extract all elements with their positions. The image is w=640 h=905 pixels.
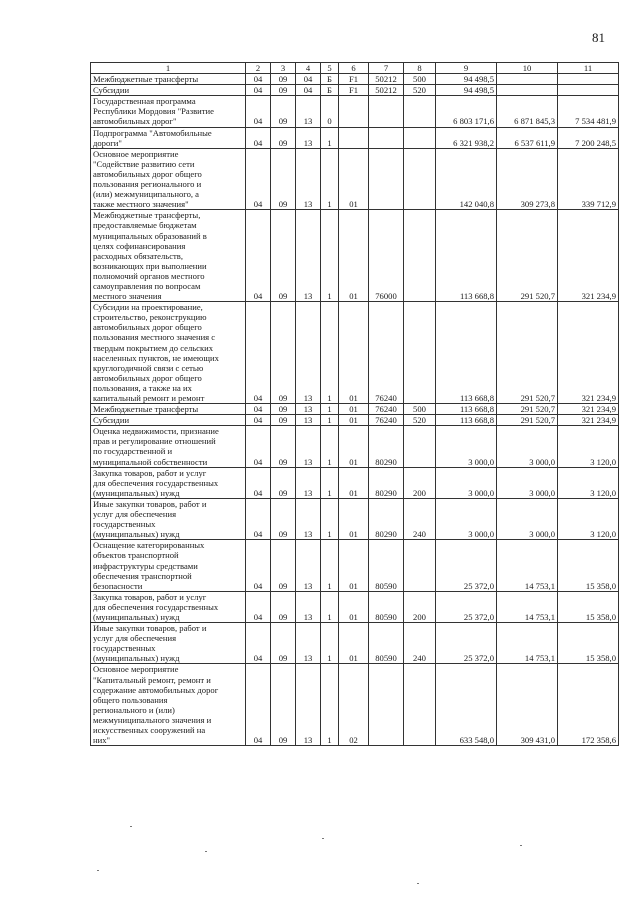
scan-artifact bbox=[205, 851, 207, 852]
amount-cell-col10: 14 753,1 bbox=[497, 540, 558, 591]
row-name-cell: Межбюджетные трансферты bbox=[91, 74, 246, 85]
row-name-cell: Закупка товаров, работ и услуг для обеспечения государственных (муниципальных) нужд bbox=[91, 591, 246, 622]
code-cell-col7: 80290 bbox=[369, 467, 404, 498]
header-cell-col5: 5 bbox=[321, 63, 339, 74]
code-cell-col6: 01 bbox=[339, 302, 369, 404]
row-name-cell: Иные закупки товаров, работ и услуг для обеспечения государственных (муниципальных) нужд bbox=[91, 623, 246, 664]
amount-cell-col11: 7 534 481,9 bbox=[558, 96, 619, 127]
header-cell-col11: 11 bbox=[558, 63, 619, 74]
amount-cell-col9: 3 000,0 bbox=[436, 498, 497, 539]
amount-cell-col10: 3 000,0 bbox=[497, 498, 558, 539]
code-cell-col4: 13 bbox=[296, 96, 321, 127]
amount-cell-col9: 3 000,0 bbox=[436, 426, 497, 467]
table-row bbox=[91, 467, 619, 498]
row-name-cell: Иные закупки товаров, работ и услуг для обеспечения государственных (муниципальных) нужд bbox=[91, 498, 246, 539]
amount-cell-col9: 142 040,8 bbox=[436, 148, 497, 210]
amount-cell-col9: 6 803 171,6 bbox=[436, 96, 497, 127]
code-cell-col3: 09 bbox=[271, 591, 296, 622]
amount-cell-col10: 6 871 845,3 bbox=[497, 96, 558, 127]
code-cell-col2: 04 bbox=[246, 540, 271, 591]
amount-cell-col11: 3 120,0 bbox=[558, 467, 619, 498]
code-cell-col6: 01 bbox=[339, 591, 369, 622]
page-number: 81 bbox=[592, 30, 605, 45]
code-cell-col4: 13 bbox=[296, 540, 321, 591]
header-cell-col9: 9 bbox=[436, 63, 497, 74]
code-cell-col6: 01 bbox=[339, 623, 369, 664]
code-cell-col4: 13 bbox=[296, 426, 321, 467]
amount-cell-col11: 7 200 248,5 bbox=[558, 127, 619, 148]
code-cell-col5: 1 bbox=[321, 467, 339, 498]
code-cell-col8 bbox=[404, 148, 436, 210]
code-cell-col8: 240 bbox=[404, 498, 436, 539]
table-header bbox=[91, 63, 619, 74]
amount-cell-col11 bbox=[558, 74, 619, 85]
table-row bbox=[91, 85, 619, 96]
code-cell-col8: 200 bbox=[404, 591, 436, 622]
code-cell-col7: 80290 bbox=[369, 498, 404, 539]
code-cell-col4: 13 bbox=[296, 664, 321, 746]
code-cell-col7: 50212 bbox=[369, 85, 404, 96]
table-row bbox=[91, 540, 619, 591]
code-cell-col8 bbox=[404, 96, 436, 127]
code-cell-col6: 01 bbox=[339, 210, 369, 302]
amount-cell-col9: 113 668,8 bbox=[436, 404, 497, 415]
code-cell-col4: 13 bbox=[296, 498, 321, 539]
table-row bbox=[91, 210, 619, 302]
code-cell-col7: 76240 bbox=[369, 302, 404, 404]
code-cell-col5: 1 bbox=[321, 210, 339, 302]
row-name-cell: Государственная программа Республики Мордовия "Развитие автомобильных дорог" bbox=[91, 96, 246, 127]
code-cell-col8 bbox=[404, 302, 436, 404]
code-cell-col5: 1 bbox=[321, 148, 339, 210]
code-cell-col3: 09 bbox=[271, 623, 296, 664]
code-cell-col5: 1 bbox=[321, 591, 339, 622]
header-cell-col3: 3 bbox=[271, 63, 296, 74]
amount-cell-col9: 113 668,8 bbox=[436, 415, 497, 426]
table-row bbox=[91, 591, 619, 622]
code-cell-col3: 09 bbox=[271, 96, 296, 127]
code-cell-col3: 09 bbox=[271, 540, 296, 591]
code-cell-col6: 01 bbox=[339, 426, 369, 467]
code-cell-col3: 09 bbox=[271, 664, 296, 746]
amount-cell-col11: 15 358,0 bbox=[558, 540, 619, 591]
table-row bbox=[91, 148, 619, 210]
row-name-cell: Оснащение категорированных объектов транспортной инфраструктуры средствами обеспечения транспортной безопасности bbox=[91, 540, 246, 591]
code-cell-col5: 1 bbox=[321, 415, 339, 426]
code-cell-col6: 01 bbox=[339, 540, 369, 591]
row-name-cell: Субсидии на проектирование, строительство, реконструкцию автомобильных дорог общего пользования местного значения с твердым покрытием до сельских населенных пунктов, не имеющих круглогодичной связи с сетью автомобильных дорог общего пользования, а также на их капитальный ремонт и ремонт bbox=[91, 302, 246, 404]
code-cell-col6: 01 bbox=[339, 498, 369, 539]
row-name-cell: Субсидии bbox=[91, 85, 246, 96]
header-cell-col10: 10 bbox=[497, 63, 558, 74]
code-cell-col7: 76240 bbox=[369, 404, 404, 415]
row-name-cell: Межбюджетные трансферты, предоставляемые бюджетам муниципальных образований в целях софинансирования расходных обязательств, возникающих при выполнении полномочий органов местного самоуправления по вопросам местного значения bbox=[91, 210, 246, 302]
table-row bbox=[91, 664, 619, 746]
code-cell-col4: 13 bbox=[296, 404, 321, 415]
code-cell-col8: 520 bbox=[404, 85, 436, 96]
code-cell-col8: 500 bbox=[404, 404, 436, 415]
code-cell-col2: 04 bbox=[246, 210, 271, 302]
header-cell-col2: 2 bbox=[246, 63, 271, 74]
code-cell-col6 bbox=[339, 96, 369, 127]
code-cell-col8 bbox=[404, 540, 436, 591]
row-name-cell: Основное мероприятие "Содействие развитию сети автомобильных дорог общего пользования регионального и (или) межмуниципального, а также местного значения" bbox=[91, 148, 246, 210]
amount-cell-col10: 291 520,7 bbox=[497, 302, 558, 404]
code-cell-col7 bbox=[369, 664, 404, 746]
code-cell-col3: 09 bbox=[271, 127, 296, 148]
table-row bbox=[91, 404, 619, 415]
code-cell-col2: 04 bbox=[246, 498, 271, 539]
code-cell-col2: 04 bbox=[246, 85, 271, 96]
amount-cell-col11: 321 234,9 bbox=[558, 404, 619, 415]
code-cell-col7 bbox=[369, 148, 404, 210]
code-cell-col6: 01 bbox=[339, 148, 369, 210]
code-cell-col2: 04 bbox=[246, 415, 271, 426]
code-cell-col7 bbox=[369, 127, 404, 148]
code-cell-col5: Б bbox=[321, 74, 339, 85]
row-name-cell: Оценка недвижимости, признание прав и регулирование отношений по государственной и муниципальной собственности bbox=[91, 426, 246, 467]
scan-artifact bbox=[130, 826, 132, 827]
code-cell-col2: 04 bbox=[246, 302, 271, 404]
amount-cell-col9: 113 668,8 bbox=[436, 302, 497, 404]
amount-cell-col10: 3 000,0 bbox=[497, 467, 558, 498]
amount-cell-col10: 291 520,7 bbox=[497, 415, 558, 426]
code-cell-col2: 04 bbox=[246, 404, 271, 415]
code-cell-col8: 500 bbox=[404, 74, 436, 85]
amount-cell-col11: 339 712,9 bbox=[558, 148, 619, 210]
code-cell-col8: 520 bbox=[404, 415, 436, 426]
amount-cell-col11: 321 234,9 bbox=[558, 210, 619, 302]
code-cell-col6: F1 bbox=[339, 74, 369, 85]
code-cell-col4: 13 bbox=[296, 467, 321, 498]
code-cell-col2: 04 bbox=[246, 591, 271, 622]
code-cell-col7: 80590 bbox=[369, 623, 404, 664]
amount-cell-col10: 14 753,1 bbox=[497, 623, 558, 664]
table-row bbox=[91, 498, 619, 539]
code-cell-col7: 76000 bbox=[369, 210, 404, 302]
code-cell-col8 bbox=[404, 664, 436, 746]
code-cell-col3: 09 bbox=[271, 426, 296, 467]
code-cell-col6 bbox=[339, 127, 369, 148]
code-cell-col3: 09 bbox=[271, 415, 296, 426]
code-cell-col8: 240 bbox=[404, 623, 436, 664]
amount-cell-col11: 15 358,0 bbox=[558, 623, 619, 664]
code-cell-col2: 04 bbox=[246, 426, 271, 467]
code-cell-col4: 04 bbox=[296, 85, 321, 96]
amount-cell-col10: 3 000,0 bbox=[497, 426, 558, 467]
code-cell-col4: 13 bbox=[296, 591, 321, 622]
row-name-cell: Подпрограмма "Автомобильные дороги" bbox=[91, 127, 246, 148]
table-row bbox=[91, 302, 619, 404]
scan-artifact bbox=[322, 838, 324, 839]
amount-cell-col10 bbox=[497, 74, 558, 85]
code-cell-col6: 01 bbox=[339, 467, 369, 498]
amount-cell-col9: 94 498,5 bbox=[436, 74, 497, 85]
code-cell-col4: 13 bbox=[296, 210, 321, 302]
amount-cell-col11: 3 120,0 bbox=[558, 498, 619, 539]
amount-cell-col11: 172 358,6 bbox=[558, 664, 619, 746]
code-cell-col3: 09 bbox=[271, 302, 296, 404]
code-cell-col5: 1 bbox=[321, 664, 339, 746]
code-cell-col2: 04 bbox=[246, 96, 271, 127]
header-cell-col8: 8 bbox=[404, 63, 436, 74]
code-cell-col3: 09 bbox=[271, 148, 296, 210]
table-row bbox=[91, 127, 619, 148]
row-name-cell: Межбюджетные трансферты bbox=[91, 404, 246, 415]
code-cell-col5: 1 bbox=[321, 404, 339, 415]
code-cell-col5: 1 bbox=[321, 426, 339, 467]
amount-cell-col11: 321 234,9 bbox=[558, 302, 619, 404]
row-name-cell: Субсидии bbox=[91, 415, 246, 426]
code-cell-col4: 13 bbox=[296, 127, 321, 148]
code-cell-col2: 04 bbox=[246, 127, 271, 148]
header-row bbox=[91, 63, 619, 74]
code-cell-col3: 09 bbox=[271, 85, 296, 96]
table-row bbox=[91, 74, 619, 85]
code-cell-col3: 09 bbox=[271, 210, 296, 302]
table-row bbox=[91, 415, 619, 426]
code-cell-col5: 1 bbox=[321, 540, 339, 591]
amount-cell-col10 bbox=[497, 85, 558, 96]
amount-cell-col11 bbox=[558, 85, 619, 96]
amount-cell-col9: 6 321 938,2 bbox=[436, 127, 497, 148]
code-cell-col3: 09 bbox=[271, 74, 296, 85]
table-row bbox=[91, 426, 619, 467]
amount-cell-col10: 309 273,8 bbox=[497, 148, 558, 210]
row-name-cell: Закупка товаров, работ и услуг для обеспечения государственных (муниципальных) нужд bbox=[91, 467, 246, 498]
code-cell-col7: 76240 bbox=[369, 415, 404, 426]
code-cell-col4: 13 bbox=[296, 148, 321, 210]
code-cell-col4: 04 bbox=[296, 74, 321, 85]
code-cell-col6: 01 bbox=[339, 415, 369, 426]
amount-cell-col9: 25 372,0 bbox=[436, 623, 497, 664]
code-cell-col4: 13 bbox=[296, 302, 321, 404]
code-cell-col7: 80590 bbox=[369, 591, 404, 622]
amount-cell-col9: 3 000,0 bbox=[436, 467, 497, 498]
budget-table-container bbox=[90, 62, 618, 746]
amount-cell-col10: 309 431,0 bbox=[497, 664, 558, 746]
code-cell-col5: 1 bbox=[321, 302, 339, 404]
code-cell-col2: 04 bbox=[246, 74, 271, 85]
code-cell-col6: F1 bbox=[339, 85, 369, 96]
amount-cell-col11: 321 234,9 bbox=[558, 415, 619, 426]
amount-cell-col9: 633 548,0 bbox=[436, 664, 497, 746]
code-cell-col2: 04 bbox=[246, 467, 271, 498]
amount-cell-col10: 6 537 611,9 bbox=[497, 127, 558, 148]
code-cell-col5: 1 bbox=[321, 498, 339, 539]
code-cell-col8 bbox=[404, 210, 436, 302]
code-cell-col5: 0 bbox=[321, 96, 339, 127]
code-cell-col8 bbox=[404, 426, 436, 467]
scan-artifact bbox=[520, 845, 522, 846]
table-body bbox=[91, 74, 619, 746]
table-row bbox=[91, 623, 619, 664]
code-cell-col8: 200 bbox=[404, 467, 436, 498]
code-cell-col7: 80290 bbox=[369, 426, 404, 467]
code-cell-col5: 1 bbox=[321, 127, 339, 148]
code-cell-col2: 04 bbox=[246, 664, 271, 746]
header-cell-col7: 7 bbox=[369, 63, 404, 74]
code-cell-col8 bbox=[404, 127, 436, 148]
code-cell-col7: 80590 bbox=[369, 540, 404, 591]
code-cell-col5: Б bbox=[321, 85, 339, 96]
code-cell-col6: 02 bbox=[339, 664, 369, 746]
amount-cell-col9: 25 372,0 bbox=[436, 540, 497, 591]
amount-cell-col9: 94 498,5 bbox=[436, 85, 497, 96]
code-cell-col4: 13 bbox=[296, 415, 321, 426]
code-cell-col4: 13 bbox=[296, 623, 321, 664]
code-cell-col7: 50212 bbox=[369, 74, 404, 85]
amount-cell-col11: 15 358,0 bbox=[558, 591, 619, 622]
table-row bbox=[91, 96, 619, 127]
amount-cell-col10: 291 520,7 bbox=[497, 210, 558, 302]
header-cell-col6: 6 bbox=[339, 63, 369, 74]
amount-cell-col9: 113 668,8 bbox=[436, 210, 497, 302]
code-cell-col3: 09 bbox=[271, 467, 296, 498]
budget-table bbox=[90, 62, 619, 746]
scan-artifact bbox=[417, 883, 419, 884]
code-cell-col7 bbox=[369, 96, 404, 127]
code-cell-col2: 04 bbox=[246, 623, 271, 664]
code-cell-col3: 09 bbox=[271, 404, 296, 415]
amount-cell-col11: 3 120,0 bbox=[558, 426, 619, 467]
header-cell-col1: 1 bbox=[91, 63, 246, 74]
amount-cell-col10: 291 520,7 bbox=[497, 404, 558, 415]
code-cell-col2: 04 bbox=[246, 148, 271, 210]
amount-cell-col9: 25 372,0 bbox=[436, 591, 497, 622]
code-cell-col6: 01 bbox=[339, 404, 369, 415]
header-cell-col4: 4 bbox=[296, 63, 321, 74]
code-cell-col3: 09 bbox=[271, 498, 296, 539]
scan-artifact bbox=[97, 870, 99, 871]
code-cell-col5: 1 bbox=[321, 623, 339, 664]
row-name-cell: Основное мероприятие "Капитальный ремонт, ремонт и содержание автомобильных дорог общего пользования регионального и (или) межмуниципального значения и искусственных сооружений на них" bbox=[91, 664, 246, 746]
amount-cell-col10: 14 753,1 bbox=[497, 591, 558, 622]
